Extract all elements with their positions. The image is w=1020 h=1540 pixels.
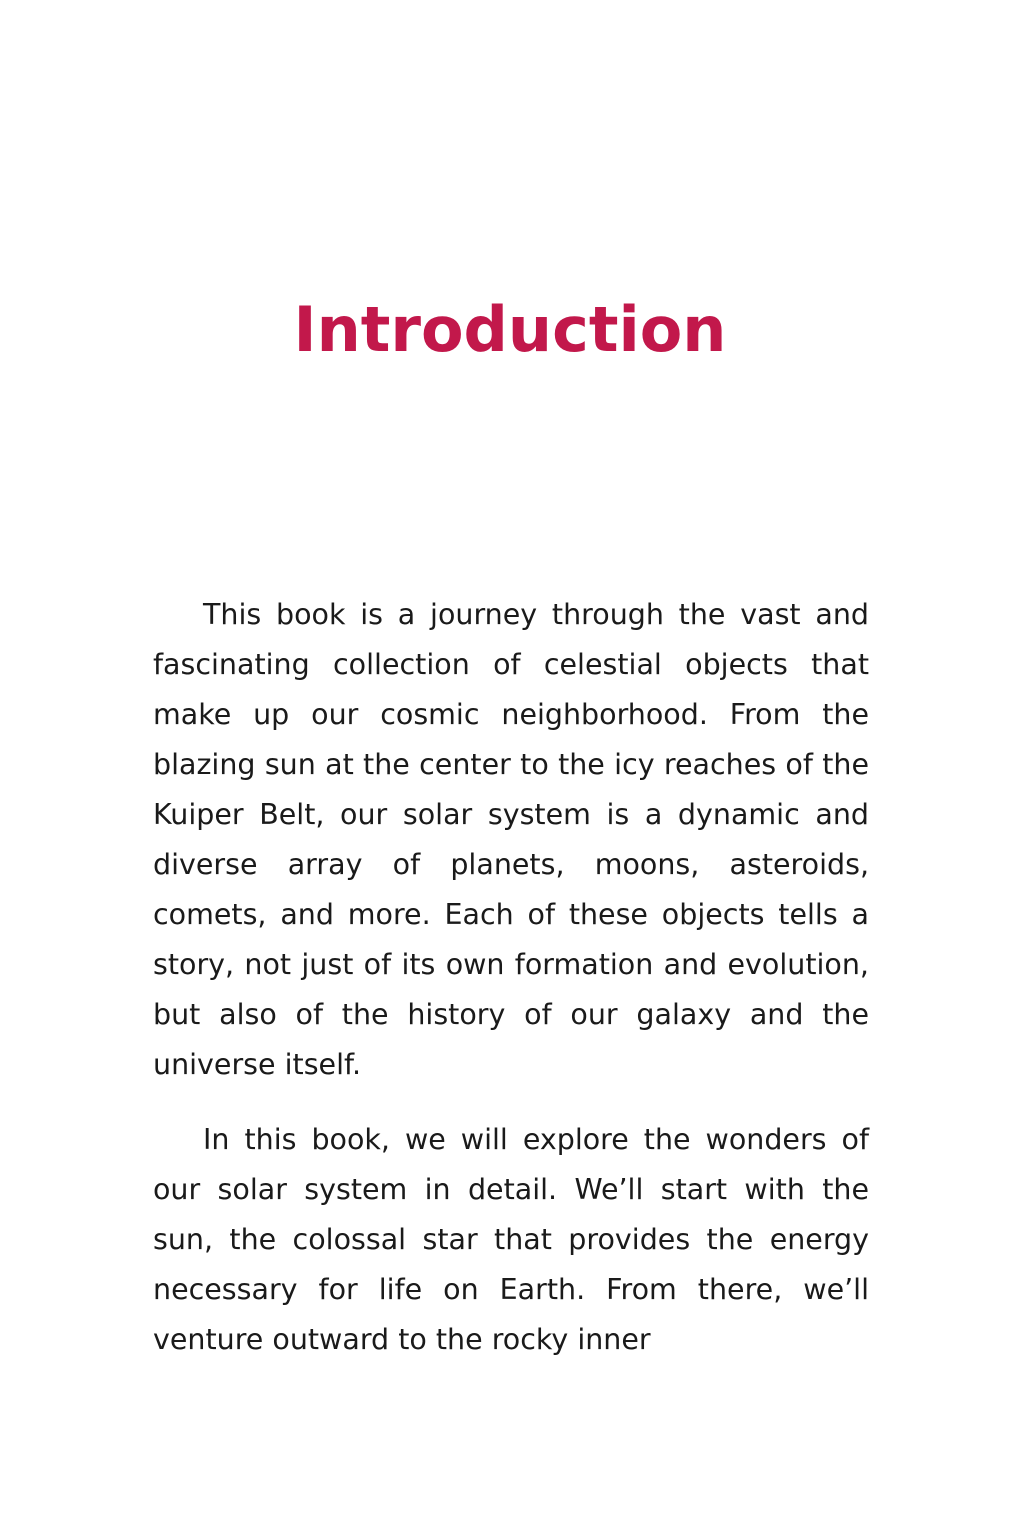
body-text [153, 590, 869, 1390]
paragraph-1: This book is a journey through the vast and fascinating collection of celestial objects that make up our cosmic neighborhood. From the blazing sun at the center to the icy reaches of the Kuiper Belt, our solar system is a dynamic and diverse array of planets, moons, asteroids, comets, and more. Each of these objects tells a story, not just of its own formation and evolution, but also of the history of our galaxy and the universe itself. [153, 598, 869, 1081]
paragraph-2: In this book, we will explore the wonders of our solar system in detail. We’ll start with the sun, the colossal star that provides the energy necessary for life on Earth. From there, we’ll venture outward to the rocky inner [153, 1123, 869, 1356]
page-title: Introduction [293, 293, 727, 366]
